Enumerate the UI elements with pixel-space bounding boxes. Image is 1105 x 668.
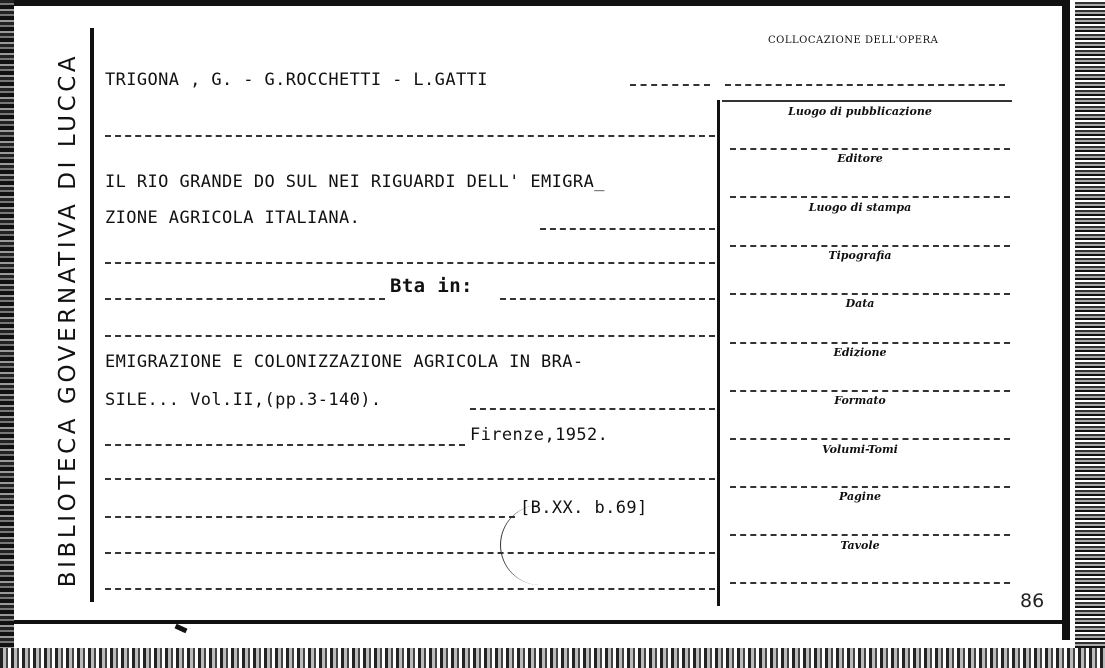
field-label-luogo-pubblicazione: Luogo di pubblicazione xyxy=(788,105,932,118)
handwritten-page-number: 86 xyxy=(1020,590,1045,612)
ruled-line xyxy=(730,148,1010,150)
ruled-line xyxy=(730,438,1010,440)
column-divider xyxy=(717,100,720,606)
ruled-line xyxy=(730,486,1010,488)
title-line-1: IL RIO GRANDE DO SUL NEI RIGUARDI DELL' EMIGRA_ xyxy=(105,172,605,192)
field-label-tavole: Tavole xyxy=(840,539,880,552)
ruled-line xyxy=(730,293,1010,295)
field-label-data: Data xyxy=(845,297,875,310)
library-name: BIBLIOTECA GOVERNATIVA DI LUCCA xyxy=(55,52,81,588)
ruled-line xyxy=(500,298,715,300)
field-label-luogo-stampa: Luogo di stampa xyxy=(808,201,912,214)
ruled-line xyxy=(730,342,1010,344)
ruled-line xyxy=(105,135,715,137)
margin-rule xyxy=(90,28,94,602)
ruled-line xyxy=(105,335,715,337)
ruled-line xyxy=(730,245,1010,247)
field-label-volumi-tomi: Volumi-Tomi xyxy=(822,443,898,456)
source-line-2: SILE... Vol.II,(pp.3-140). xyxy=(105,390,382,410)
contained-in-label: Bta in: xyxy=(390,275,473,297)
ruled-line xyxy=(725,84,1005,86)
card-bottom-border xyxy=(14,620,1064,624)
ruled-line xyxy=(105,516,515,518)
collocation-header: COLLOCAZIONE DELL'OPERA xyxy=(768,35,939,46)
card-top-border xyxy=(14,0,1064,6)
ruled-line xyxy=(105,262,715,264)
scan-edge-right xyxy=(1075,0,1105,668)
ruled-line xyxy=(105,552,715,554)
field-label-editore: Editore xyxy=(837,152,883,165)
ruled-line xyxy=(630,84,710,86)
field-label-pagine: Pagine xyxy=(839,490,881,503)
scan-edge-bottom xyxy=(0,648,1105,668)
field-label-formato: Formato xyxy=(834,394,886,407)
ruled-line xyxy=(105,444,465,446)
ruled-line xyxy=(470,408,715,410)
source-line-1: EMIGRAZIONE E COLONIZZAZIONE AGRICOLA IN BRA- xyxy=(105,352,584,372)
author-line: TRIGONA , G. - G.ROCCHETTI - L.GATTI xyxy=(105,70,488,90)
ruled-line xyxy=(722,100,1012,102)
place-date-line: Firenze,1952. xyxy=(470,425,609,445)
title-line-2: ZIONE AGRICOLA ITALIANA. xyxy=(105,208,361,228)
ruled-line xyxy=(540,228,715,230)
ruled-line xyxy=(730,534,1010,536)
card-right-border xyxy=(1062,0,1070,640)
ink-speck xyxy=(175,624,188,634)
field-label-edizione: Edizione xyxy=(833,346,887,359)
ruled-line xyxy=(730,390,1010,392)
ruled-line xyxy=(105,478,715,480)
ruled-line xyxy=(730,196,1010,198)
scan-edge-left xyxy=(0,0,14,668)
ruled-line xyxy=(730,582,1010,584)
field-label-tipografia: Tipografia xyxy=(828,249,892,262)
ruled-line xyxy=(105,588,715,590)
ruled-line xyxy=(105,298,385,300)
shelfmark: [B.XX. b.69] xyxy=(520,498,648,518)
